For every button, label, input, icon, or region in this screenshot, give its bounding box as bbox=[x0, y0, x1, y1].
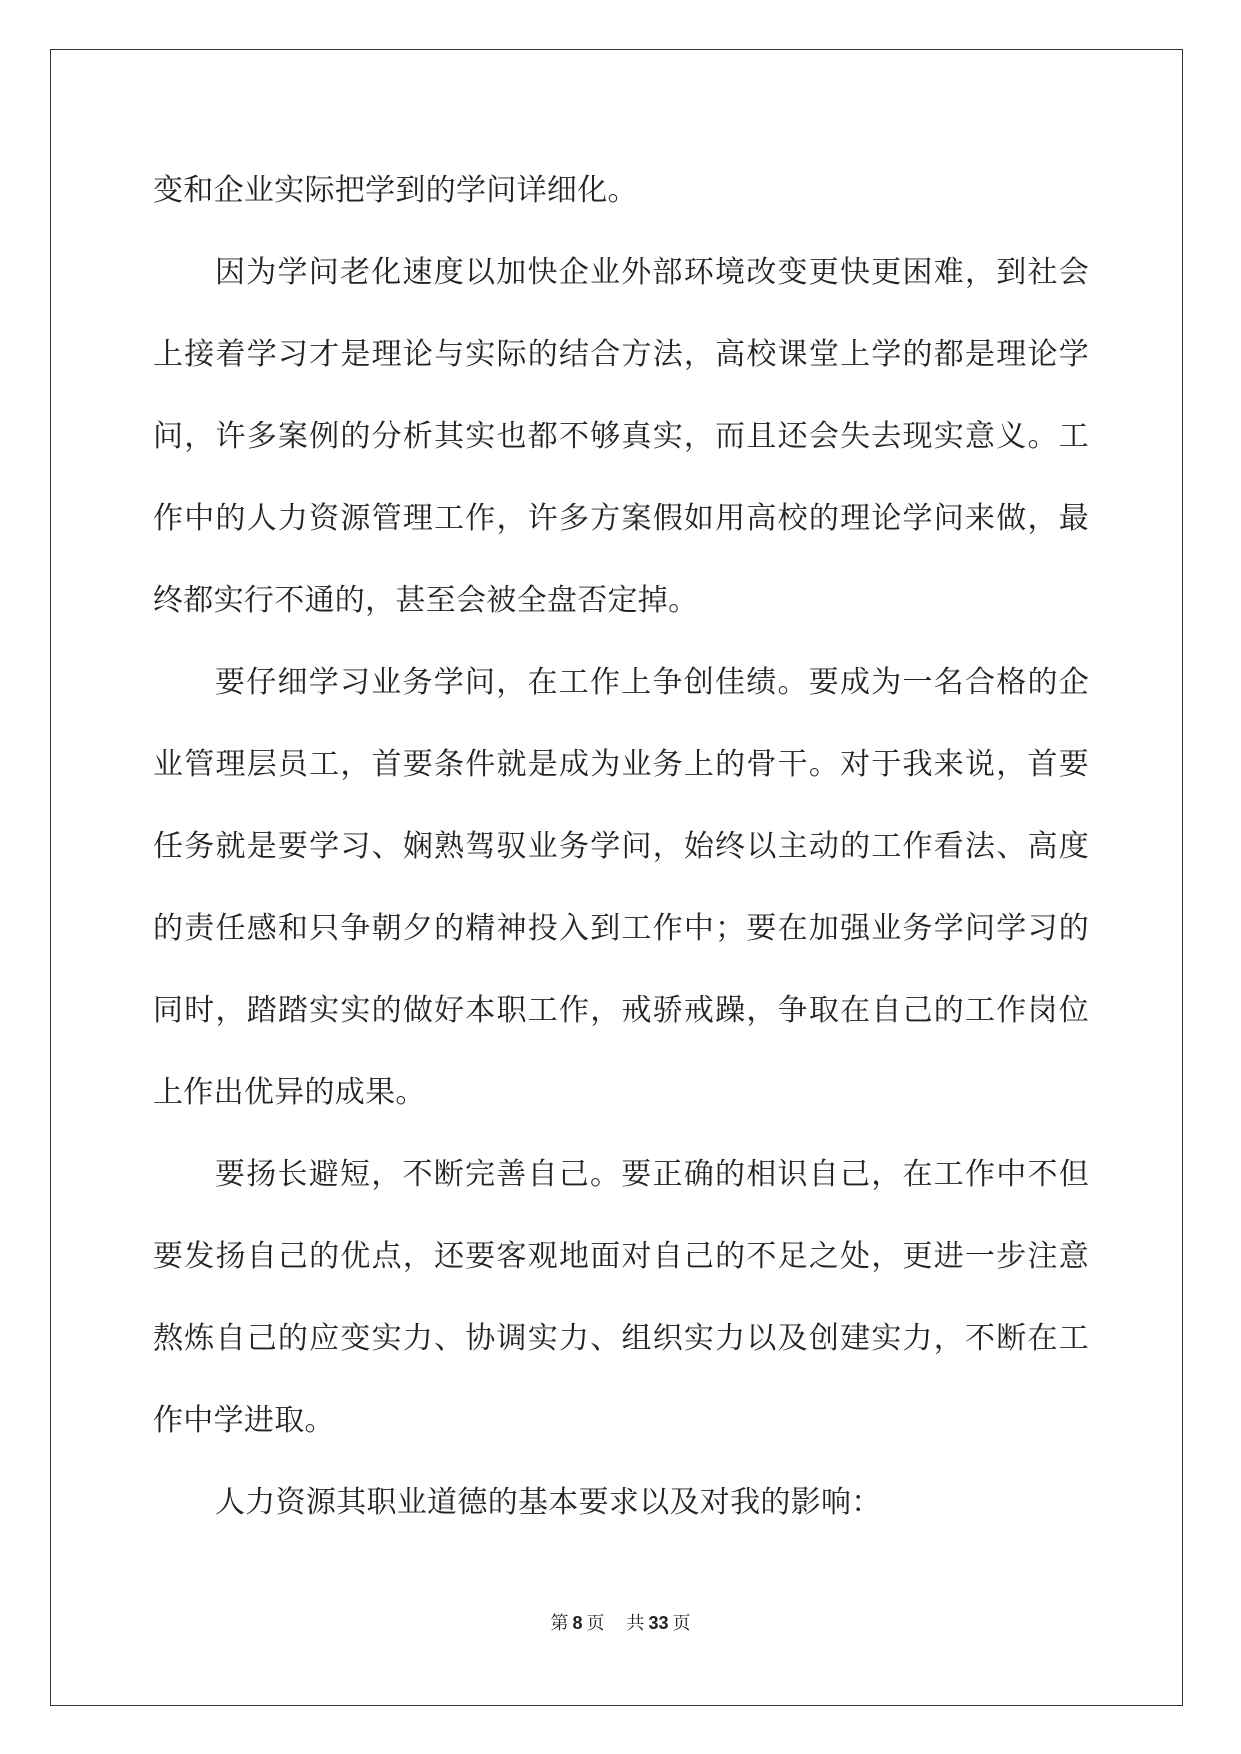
paragraph-continuation bbox=[153, 155, 1089, 237]
text-line: 要仔细学习业务学问，在工作上争创佳绩。要成为一名合格的企 bbox=[215, 665, 1089, 700]
text-line: 任务就是要学习、娴熟驾驭业务学问，始终以主动的工作看法、高度 bbox=[153, 829, 1089, 864]
text-line: 上接着学习才是理论与实际的结合方法，高校课堂上学的都是理论学 bbox=[153, 337, 1089, 372]
text-line: 作中的人力资源管理工作，许多方案假如用高校的理论学问来做，最 bbox=[153, 501, 1089, 536]
footer-prefix: 第 bbox=[550, 1613, 569, 1634]
text-line: 熬炼自己的应变实力、协调实力、组织实力以及创建实力，不断在工 bbox=[153, 1321, 1089, 1356]
document-body bbox=[153, 155, 1089, 1549]
text-line: 同时，踏踏实实的做好本职工作，戒骄戒躁，争取在自己的工作岗位 bbox=[153, 993, 1089, 1028]
paragraph bbox=[153, 647, 1089, 1139]
footer-page-word: 页 bbox=[586, 1613, 605, 1634]
text-line: 变和企业实际把学到的学问详细化。 bbox=[153, 173, 638, 208]
current-page-number: 8 bbox=[572, 1613, 583, 1633]
paragraph bbox=[153, 237, 1089, 647]
text-line: 业管理层员工，首要条件就是成为业务上的骨干。对于我来说，首要 bbox=[153, 747, 1089, 782]
text-line: 人力资源其职业道德的基本要求以及对我的影响： bbox=[215, 1485, 882, 1520]
text-line: 问，许多案例的分析其实也都不够真实，而且还会失去现实意义。工 bbox=[153, 419, 1089, 454]
text-line: 终都实行不通的，甚至会被全盘否定掉。 bbox=[153, 583, 699, 618]
footer-total-suffix: 页 bbox=[672, 1613, 691, 1634]
paragraph bbox=[153, 1467, 1089, 1549]
text-line: 的责任感和只争朝夕的精神投入到工作中；要在加强业务学问学习的 bbox=[153, 911, 1089, 946]
text-line: 要扬长避短，不断完善自己。要正确的相识自己，在工作中不但 bbox=[215, 1157, 1089, 1192]
text-line: 因为学问老化速度以加快企业外部环境改变更快更困难，到社会 bbox=[215, 255, 1089, 290]
text-line: 要发扬自己的优点，还要客观地面对自己的不足之处，更进一步注意 bbox=[153, 1239, 1089, 1274]
total-pages-number: 33 bbox=[648, 1613, 669, 1633]
paragraph bbox=[153, 1139, 1089, 1467]
footer-total-prefix: 共 bbox=[626, 1613, 645, 1634]
text-line: 作中学进取。 bbox=[153, 1403, 335, 1438]
text-line: 上作出优异的成果。 bbox=[153, 1075, 426, 1110]
page-footer bbox=[0, 1609, 1241, 1635]
